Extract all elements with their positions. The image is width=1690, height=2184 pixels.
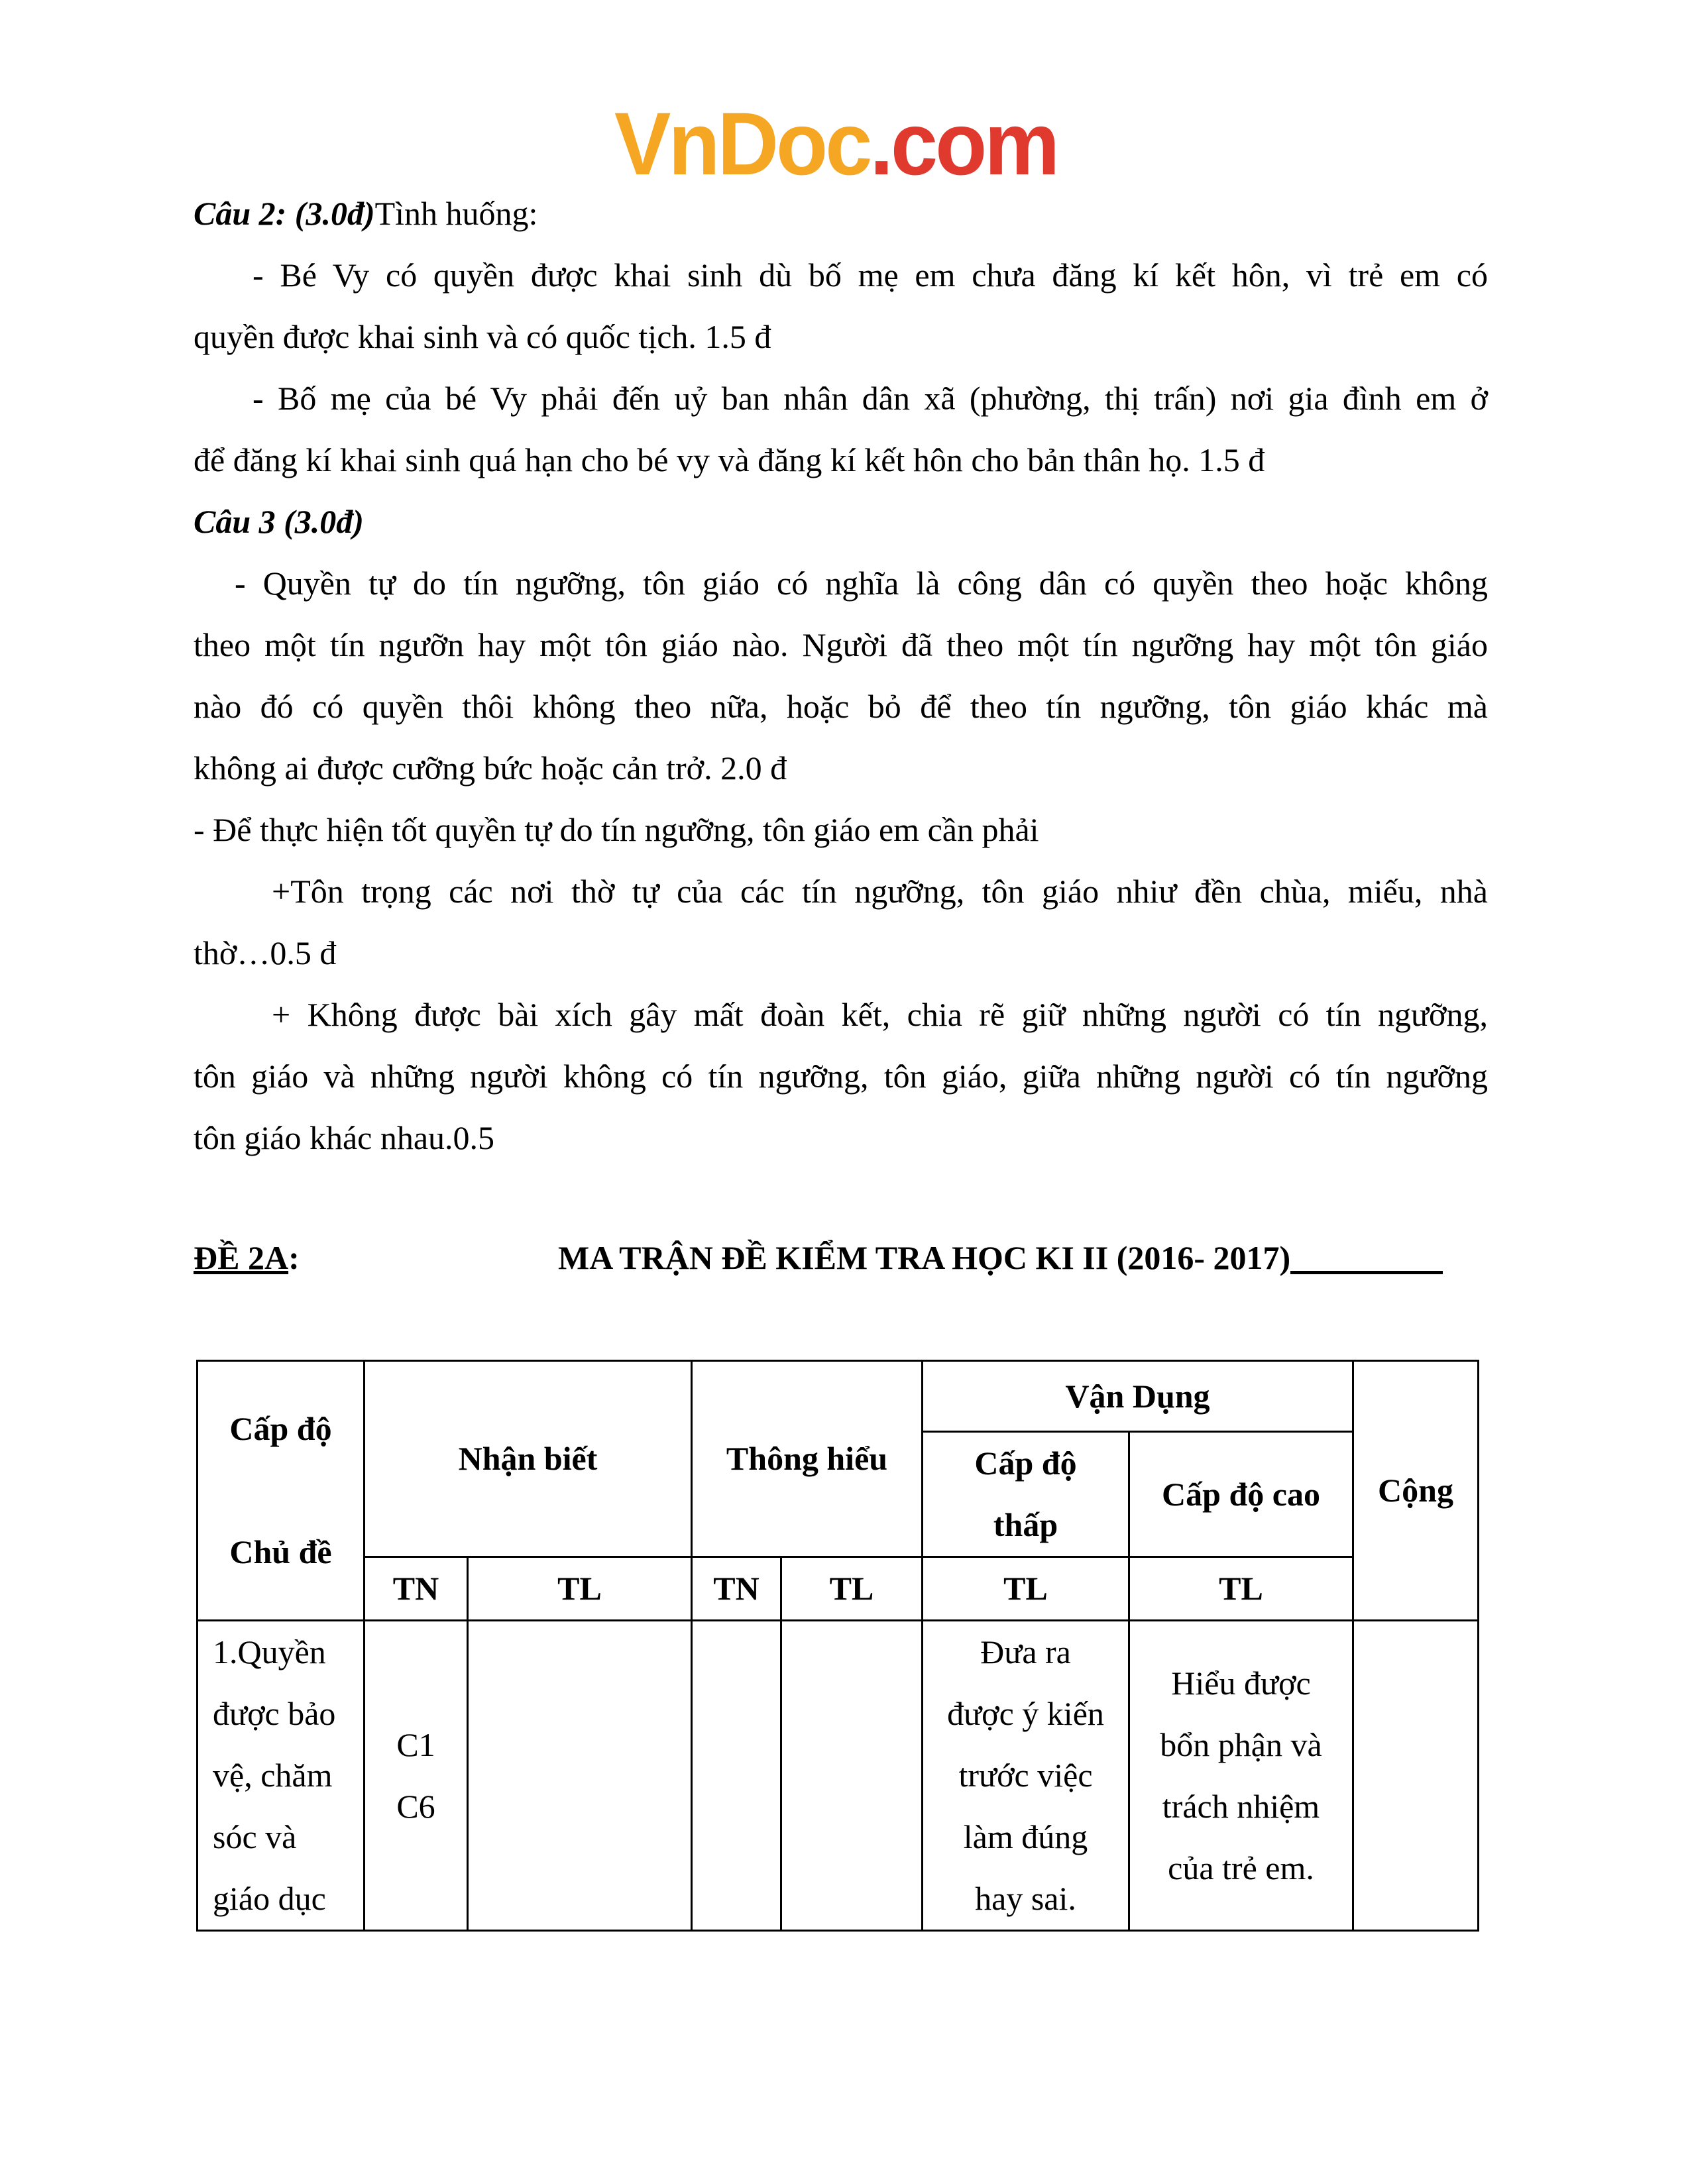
text-line: tôn giáo và những người không có tín ngưỡng, tôn giáo, giữa những người có tín ngưỡng bbox=[194, 1058, 1488, 1095]
text-line: tôn giáo khác nhau.0.5 bbox=[194, 1119, 495, 1156]
answer-text bbox=[194, 183, 1488, 1169]
text-line: - Bé Vy có quyền được khai sinh dù bố mẹ em chưa đăng kí kết hôn, vì trẻ em có bbox=[253, 256, 1488, 294]
sub-header: TL bbox=[1129, 1557, 1353, 1621]
matrix-title: MA TRẬN ĐỀ KIỂM TRA HỌC KI II (2016- 2017) bbox=[558, 1231, 1443, 1284]
table-row bbox=[197, 1621, 1479, 1931]
text-line: thờ…0.5 đ bbox=[194, 934, 337, 971]
cau3-heading: Câu 3 (3.0đ) bbox=[194, 503, 364, 540]
th-tl-cell bbox=[781, 1621, 923, 1931]
vd-thap-cell: Đưa ra được ý kiến trước việc làm đúng hay sai. bbox=[923, 1621, 1129, 1931]
text-line: nào đó có quyền thôi không theo nữa, hoặc bỏ để theo tín ngưỡng, tôn giáo khác mà bbox=[194, 688, 1488, 725]
text-line: theo một tín ngưỡn hay một tôn giáo nào. Người đã theo một tín ngưỡng hay một tôn giáo bbox=[194, 626, 1488, 663]
cau2-heading: Câu 2: (3.0đ)Tình huống: bbox=[194, 195, 538, 232]
cong-cell bbox=[1353, 1621, 1479, 1931]
text-line: +Tôn trọng các nơi thờ tự của các tín ngưỡng, tôn giáo nhiư đền chùa, miếu, nhà bbox=[272, 873, 1488, 910]
vd-cao-cell: Hiểu được bổn phận và trách nhiệm của trẻ em. bbox=[1129, 1621, 1353, 1931]
topic-cell: 1.Quyền được bảo vệ, chăm sóc và giáo dục bbox=[197, 1621, 365, 1931]
matrix-table bbox=[196, 1360, 1479, 1932]
title-underline bbox=[1290, 1231, 1443, 1274]
text-line: + Không được bài xích gây mất đoàn kết, chia rẽ giữ những người có tín ngưỡng, bbox=[272, 996, 1488, 1033]
vndoc-logo: VnDoc.com bbox=[614, 94, 1058, 194]
nb-tn-cell: C1 C6 bbox=[365, 1621, 468, 1931]
sub-header: TL bbox=[468, 1557, 692, 1621]
sub-header: TN bbox=[365, 1557, 468, 1621]
sub-header: TL bbox=[781, 1557, 923, 1621]
header-cong: Cộng bbox=[1353, 1361, 1479, 1621]
text-line: để đăng kí khai sinh quá hạn cho bé vy và đăng kí kết hôn cho bản thân họ. 1.5 đ bbox=[194, 441, 1265, 478]
header-cap-do-thap: Cấp độ thấp bbox=[923, 1432, 1129, 1557]
text-line: - Bố mẹ của bé Vy phải đến uỷ ban nhân dân xã (phường, thị trấn) nơi gia đình em ở bbox=[253, 380, 1488, 417]
header-van-dung: Vận Dụng bbox=[923, 1361, 1353, 1432]
text-line: - Để thực hiện tốt quyền tự do tín ngưỡng, tôn giáo em cần phải bbox=[194, 811, 1039, 848]
header-nhan-biet: Nhận biết bbox=[365, 1361, 692, 1557]
text-line: quyền được khai sinh và có quốc tịch. 1.5 đ bbox=[194, 318, 771, 355]
sub-header: TN bbox=[692, 1557, 781, 1621]
th-tn-cell bbox=[692, 1621, 781, 1931]
matrix-heading: ĐỀ 2A: MA TRẬN ĐỀ KIỂM TRA HỌC KI II (2016- 2017) bbox=[194, 1231, 1479, 1284]
sub-header: TL bbox=[923, 1557, 1129, 1621]
nb-tl-cell bbox=[468, 1621, 692, 1931]
header-thong-hieu: Thông hiểu bbox=[692, 1361, 923, 1557]
exam-code: ĐỀ 2A bbox=[194, 1239, 289, 1276]
text-line: - Quyền tự do tín ngưỡng, tôn giáo có nghĩa là công dân có quyền theo hoặc không bbox=[235, 565, 1488, 602]
header-cap-do-cao: Cấp độ cao bbox=[1129, 1432, 1353, 1557]
header-level-topic: Cấp độ Chủ đề bbox=[197, 1361, 365, 1621]
text-line: không ai được cưỡng bức hoặc cản trở. 2.0 đ bbox=[194, 749, 787, 787]
